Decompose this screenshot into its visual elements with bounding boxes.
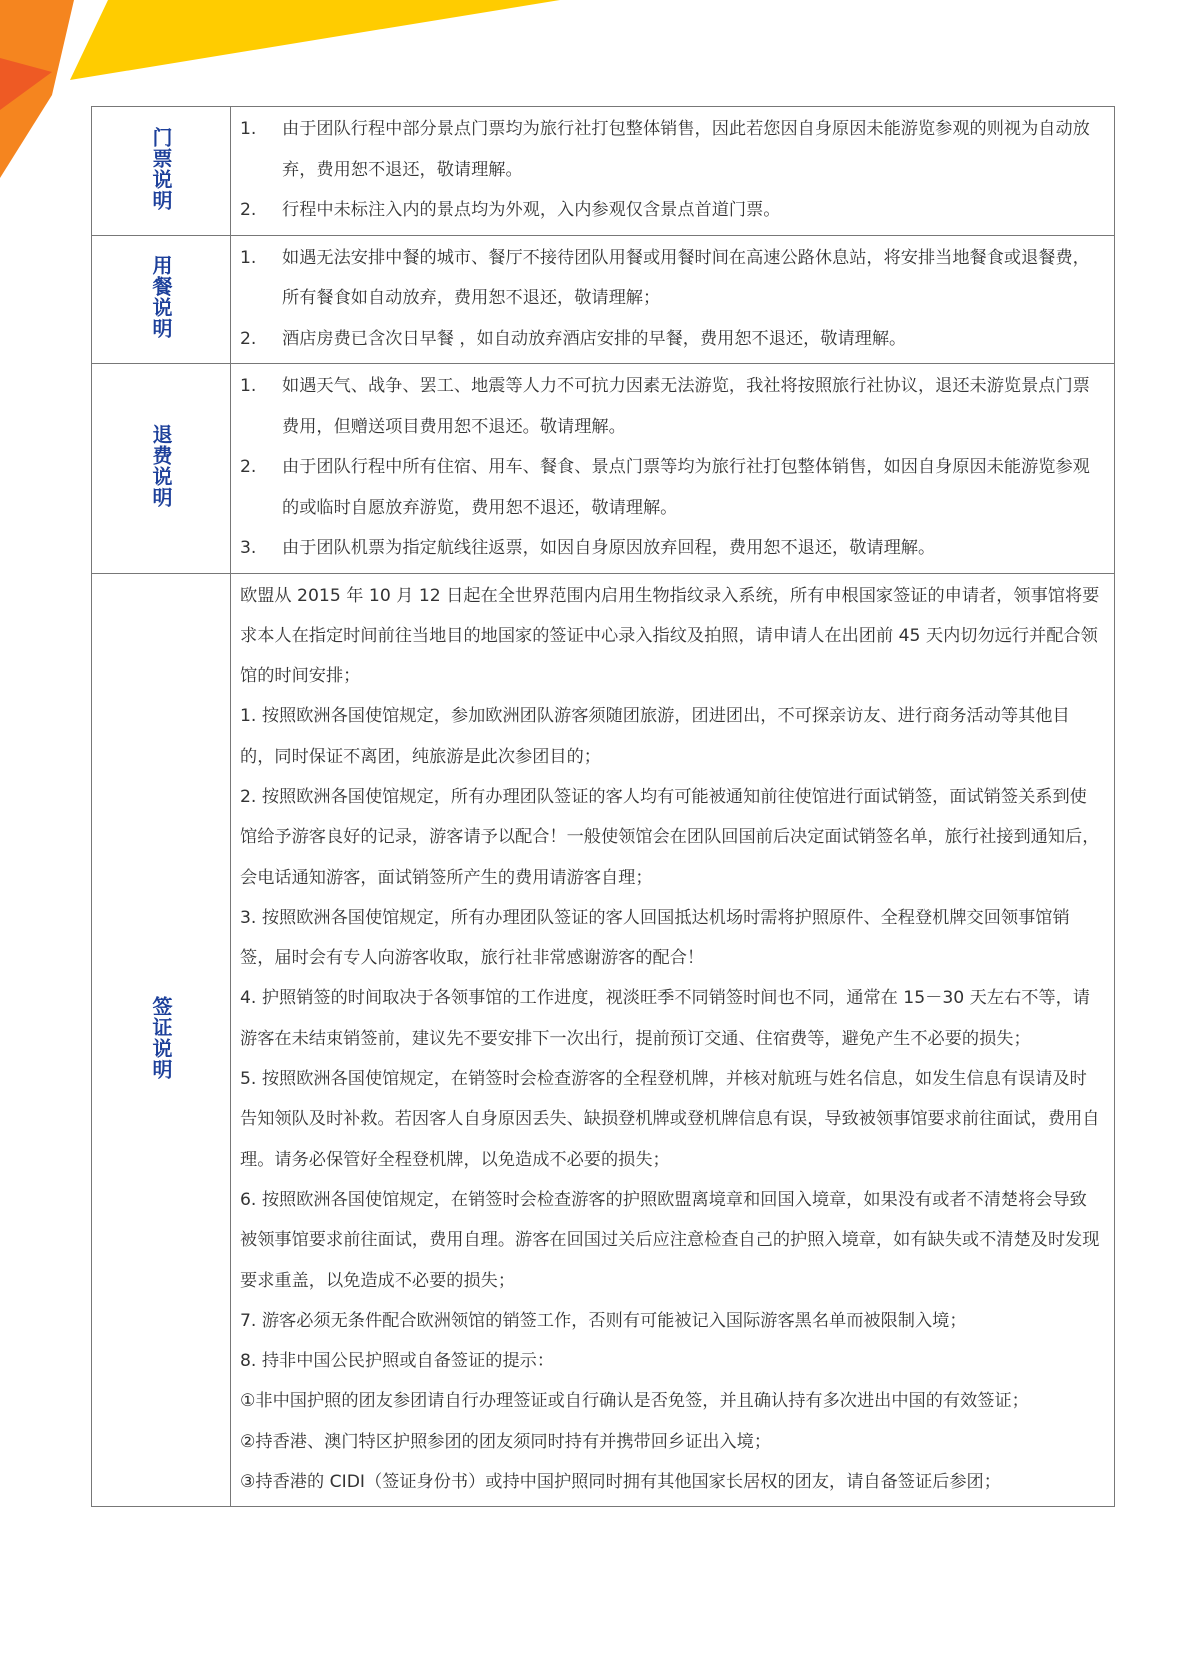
- list-item: [240, 190, 1104, 231]
- visa-section: [92, 573, 1115, 1507]
- item-text: 如遇天气、战争、罢工、地震等人力不可抗力因素无法游览，我社将按照旅行社协议，退还未游览景点门票费用，但赠送项目费用恕不退还。敬请理解。: [282, 376, 1090, 437]
- section-label-meals: 用餐说明: [149, 255, 173, 340]
- visa-paragraph: 4. 护照销签的时间取决于各领事馆的工作进度，视淡旺季不同销签时间也不同，通常在 15－30 天左右不等，请游客在未结束销签前，建议先不要安排下一次出行，提前预订交通、住宿费等，避免产生不必要的损失；: [240, 988, 1090, 1049]
- visa-paragraph: 2. 按照欧洲各国使馆规定，所有办理团队签证的客人均有可能被通知前往使馆进行面试销签，面试销签关系到使馆给予游客良好的记录，游客请予以配合！一般使领馆会在团队回国前后决定面试销签名单，旅行社接到通知后，会电话通知游客，面试销签所产生的费用请游客自理；: [240, 786, 1100, 888]
- visa-paragraph: 1. 按照欧洲各国使馆规定，参加欧洲团队游客须随团旅游，团进团出，不可探亲访友、进行商务活动等其他目的，同时保证不离团，纯旅游是此次参团目的；: [240, 706, 1070, 767]
- visa-paragraph: 5. 按照欧洲各国使馆规定，在销签时会检查游客的全程登机牌，并核对航班与姓名信息，如发生信息有误请及时告知领队及时补救。若因客人自身原因丢失、缺损登机牌或登机牌信息有误，导致被领事馆要求前往面试，费用自理。请务必保管好全程登机牌，以免造成不必要的损失；: [240, 1069, 1100, 1170]
- list-item: [240, 447, 1104, 528]
- list-item: [240, 366, 1104, 447]
- visa-paragraph: 7. 游客必须无条件配合欧洲领馆的销签工作，否则有可能被记入国际游客黑名单而被限制入境；: [240, 1310, 967, 1331]
- visa-paragraph: 6. 按照欧洲各国使馆规定，在销签时会检查游客的护照欧盟离境章和回国入境章，如果没有或者不清楚将会导致被领事馆要求前往面试，费用自理。游客在回国过关后应注意检查自己的护照入境章，如有缺失或不清楚及时发现要求重盖，以免造成不必要的损失；: [240, 1189, 1100, 1291]
- visa-paragraph: 3. 按照欧洲各国使馆规定，所有办理团队签证的客人回国抵达机场时需将护照原件、全程登机牌交回领事馆销签，届时会有专人向游客收取，旅行社非常感谢游客的配合！: [240, 907, 1070, 969]
- item-number: 2.: [240, 328, 257, 349]
- section-label-refunds: 退费说明: [149, 424, 173, 509]
- item-text: 由于团队机票为指定航线往返票，如因自身原因放弃回程，费用恕不退还，敬请理解。: [282, 538, 936, 558]
- ticket-section: [92, 107, 1115, 236]
- item-number: 1.: [240, 376, 257, 396]
- visa-intro-paragraph: 欧盟从 2015 年 10 月 12 日起在全世界范围内启用生物指纹录入系统，所有申根国家签证的申请者，领事馆将要求本人在指定时间前往当地目的地国家的签证中心录入指纹及拍照，请申请人在出团前 45 天内切勿远行并配合领馆的时间安排；: [240, 585, 1100, 687]
- visa-paragraph: 8. 持非中国公民护照或自备签证的提示：: [240, 1351, 555, 1372]
- visa-paragraph: ②持香港、澳门特区护照参团的团友须同时持有并携带回乡证出入境；: [240, 1431, 772, 1452]
- item-number: 1.: [240, 247, 257, 268]
- section-label-visa: 签证说明: [149, 995, 173, 1080]
- refund-section: [92, 364, 1115, 574]
- meal-section: [92, 235, 1115, 364]
- item-text: 由于团队行程中部分景点门票均为旅行社打包整体销售，因此若您因自身原因未能游览参观的则视为自动放弃，费用恕不退还，敬请理解。: [282, 119, 1090, 180]
- list-item: [240, 319, 1104, 360]
- section-label-tickets: 门票说明: [149, 126, 173, 211]
- list-item: [240, 528, 1104, 569]
- info-table: [91, 106, 1115, 1507]
- visa-paragraph: ③持香港的 CIDI（签证身份书）或持中国护照同时拥有其他国家长居权的团友，请自备签证后参团；: [240, 1472, 1001, 1493]
- list-item: [240, 238, 1104, 319]
- decor-yellow-band: [70, 0, 560, 80]
- visa-paragraph: ①非中国护照的团友参团请自行办理签证或自行确认是否免签，并且确认持有多次进出中国的有效签证；: [240, 1391, 1029, 1412]
- item-number: 3.: [240, 538, 257, 558]
- item-number: 2.: [240, 200, 257, 220]
- list-item: [240, 109, 1104, 190]
- item-text: 酒店房费已含次日早餐 ，如自动放弃酒店安排的早餐，费用恕不退还，敬请理解。: [282, 328, 907, 349]
- item-text: 行程中未标注入内的景点均为外观，入内参观仅含景点首道门票。: [282, 200, 781, 220]
- item-number: 2.: [240, 457, 257, 477]
- item-number: 1.: [240, 119, 257, 139]
- item-text: 由于团队行程中所有住宿、用车、餐食、景点门票等均为旅行社打包整体销售，如因自身原因未能游览参观的或临时自愿放弃游览，费用恕不退还，敬请理解。: [282, 457, 1090, 518]
- item-text: 如遇无法安排中餐的城市、餐厅不接待团队用餐或用餐时间在高速公路休息站，将安排当地餐食或退餐费，所有餐食如自动放弃，费用恕不退还，敬请理解；: [282, 247, 1090, 308]
